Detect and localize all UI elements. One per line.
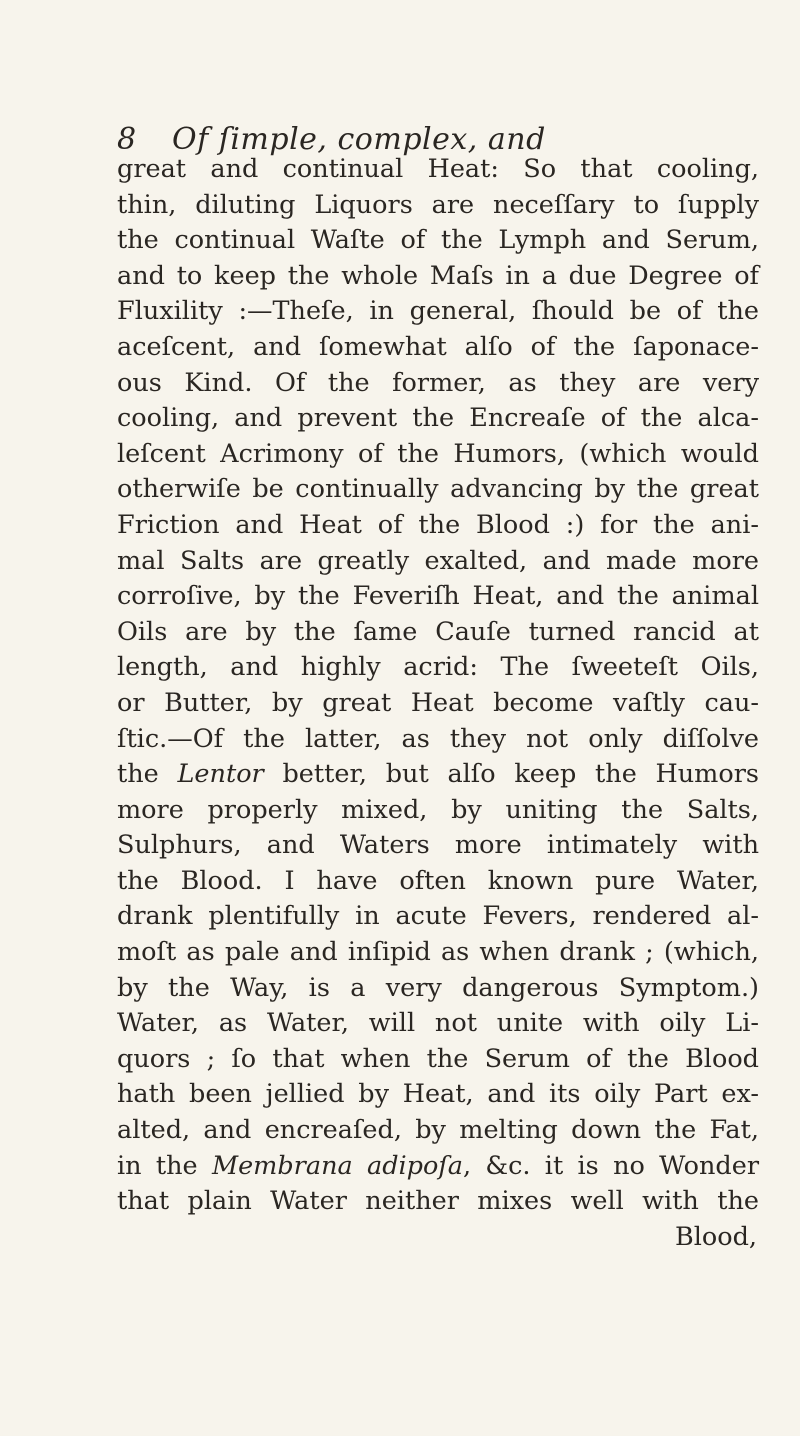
text-fragment: in the <box>117 1150 212 1181</box>
text-line: moſt as pale and inſipid as when drank ; (which, <box>117 937 759 968</box>
text-line: Friction and Heat of the Blood :) for the ani- <box>117 509 759 540</box>
text-line: ſtic.—Of the latter, as they not only diſſolve <box>117 723 759 754</box>
text-line: great and continual Heat: So that cooling, <box>117 154 759 184</box>
text-line: the continual Waſte of the Lymph and Serum, <box>117 225 759 256</box>
text-fragment: better, but alſo keep the Humors <box>263 759 759 790</box>
text-line: ous Kind. Of the former, as they are very <box>117 367 759 398</box>
text-fragment: the <box>117 759 178 790</box>
text-line: quors ; ſo that when the Serum of the Blood <box>117 1043 759 1074</box>
text-line-lentor <box>117 757 759 793</box>
text-line: leſcent Acrimony of the Humors, (which would <box>117 438 759 469</box>
text-line: otherwiſe be continually advancing by the great <box>117 474 759 505</box>
text-line: Water, as Water, will not unite with oily Li- <box>117 1008 759 1039</box>
text-line: by the Way, is a very dangerous Symptom.) <box>117 972 759 1003</box>
text-line: mal Salts are greatly exalted, and made more <box>117 545 759 576</box>
text-line-membrana <box>117 1149 759 1185</box>
text-line: drank plentifully in acute Fevers, rendered al- <box>117 901 759 932</box>
text-line: Oils are by the ſame Cauſe turned rancid at <box>117 616 759 647</box>
text-line: Sulphurs, and Waters more intimately with <box>117 830 759 861</box>
italic-term-lentor: Lentor <box>177 759 264 790</box>
text-line: length, and highly acrid: The ſweeteſt Oils, <box>117 652 759 683</box>
text-line: aceſcent, and ſomewhat alſo of the ſaponace- <box>117 331 759 362</box>
catchword: Blood, <box>674 1221 757 1252</box>
text-line: alted, and encreaſed, by melting down the Fat, <box>117 1115 759 1146</box>
page-number: 8 <box>117 122 137 157</box>
text-line: the Blood. I have often known pure Water, <box>117 865 759 896</box>
text-line: or Butter, by great Heat become vaſtly cau- <box>117 687 759 718</box>
text-line: cooling, and prevent the Encreaſe of the alca- <box>117 403 759 434</box>
body-text <box>117 152 759 1255</box>
text-line: corroſive, by the Feveriſh Heat, and the animal <box>117 581 759 612</box>
text-line: hath been jellied by Heat, and its oily Part ex- <box>117 1079 759 1110</box>
text-line: and to keep the whole Maſs in a due Degree of <box>117 260 759 291</box>
text-fragment: , &c. it is no Wonder <box>463 1150 760 1181</box>
text-line: more properly mixed, by uniting the Salts, <box>117 794 759 825</box>
text-line: thin, diluting Liquors are neceſſary to ſupply <box>117 189 759 220</box>
italic-term-membrana: Membrana adipoſa <box>211 1150 463 1181</box>
text-line: Fluxility :—Theſe, in general, ſhould be of the <box>117 296 759 327</box>
text-line-last: that plain Water neither mixes well with the <box>117 1186 759 1217</box>
running-head: Of ſimple, complex, and <box>172 122 546 157</box>
